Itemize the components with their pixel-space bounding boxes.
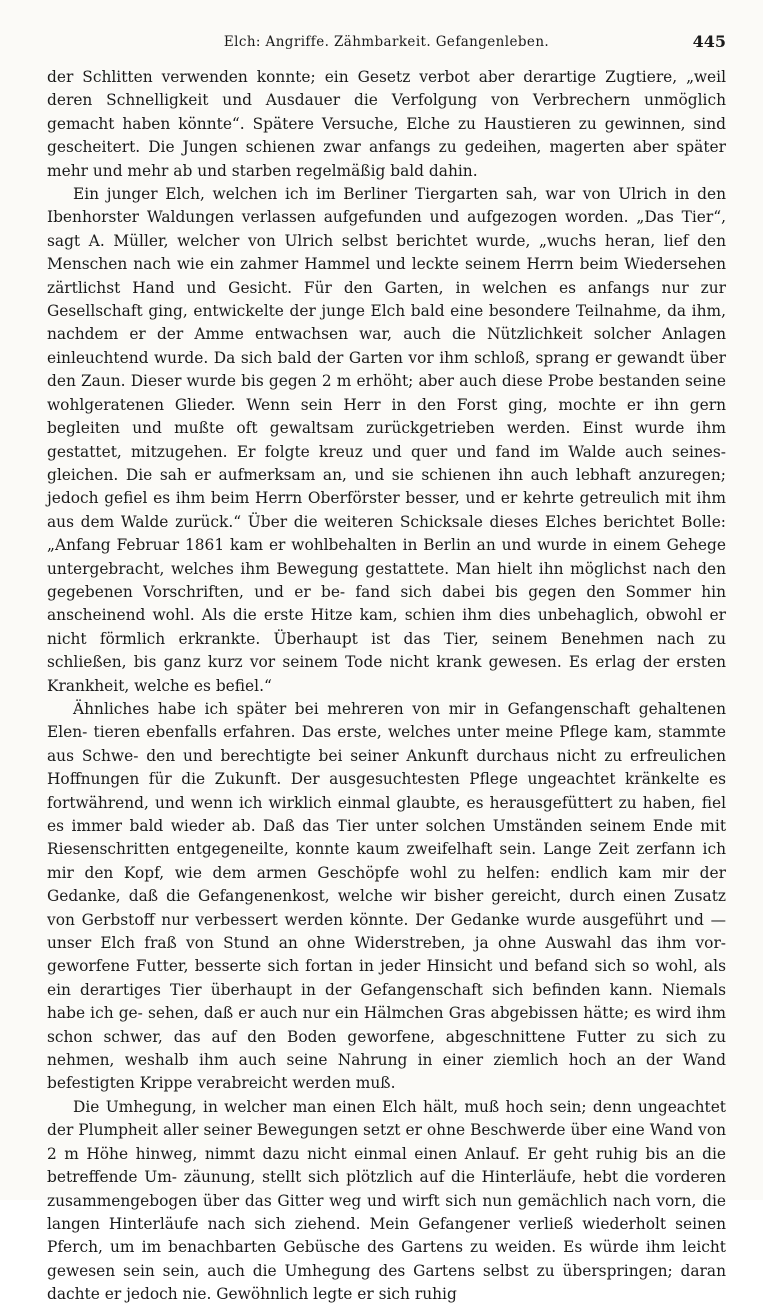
running-head: Elch: Angriffe. Zähmbarkeit. Gefangenleben. [223, 34, 550, 50]
paragraph-2: Ein junger Elch, welchen ich im Berliner Tiergarten sah, war von Ulrich in den Ibenhorster Waldungen verlassen aufgefunden und aufgezogen worden. „Das Tier“, sagt A. Müller, welcher von Ulrich selbst berichtet wurde, „wuchs heran, lief den Menschen nach wie ein zahmer Hammel und leckte seinem Herrn beim Wiedersehen zärtlichst Hand und Gesicht. Für den Garten, in welchen es anfangs nur zur Gesellschaft ging, entwickelte der junge Elch bald eine besondere Teilnahme, da ihm, nachdem er der Amme entwachsen war, auch die Nützlichkeit solcher Anlagen einleuchtend wurde. Da sich bald der Garten vor ihm schloß, sprang er gewandt über den Zaun. Dieser wurde bis gegen 2 m erhöht; aber auch diese Probe bestanden seine wohlgeratenen Glieder. Wenn sein Herr in den Forst ging, mochte er ihn gern begleiten und mußte oft gewaltsam zurückgetrieben werden. Einst wurde ihm gestattet, mitzugehen. Er folgte kreuz und quer und fand im Walde auch seines- gleichen. Die sah er aufmerksam an, und sie schienen ihn auch lebhaft anzuregen; jedoch gefiel es ihm beim Herrn Oberförster besser, und er kehrte getreulich mit ihm aus dem Walde zurück.“ Über die weiteren Schicksale dieses Elches berichtet Bolle: „Anfang Februar 1861 kam er wohlbehalten in Berlin an und wurde in einem Gehege untergebracht, welches ihm Bewegung gestattete. Man hielt ihn möglichst nach den gegebenen Vorschriften, und er be- fand sich dabei bis gegen den Sommer hin anscheinend wohl. Als die erste Hitze kam, schien ihm dies unbehaglich, obwohl er nicht förmlich erkrankte. Überhaupt ist das Tier, seinem Benehmen nach zu schließen, bis ganz kurz vor seinem Tode nicht krank gewesen. Es erlag der ersten Krankheit, welche es befiel.“ [47, 185, 726, 695]
page-header [47, 26, 726, 66]
paragraph-4: Die Umhegung, in welcher man einen Elch hält, muß hoch sein; denn ungeachtet der Plumpheit aller seiner Bewegungen setzt er ohne Beschwerde über eine Wand von 2 m Höhe hinweg, nimmt dazu nicht einmal einen Anlauf. Er geht ruhig bis an die betreffende Um- zäunung, stellt sich plötzlich auf die Hinterläufe, hebt die vorderen zusammengebogen über das Gitter weg und wirft sich nun gemächlich nach vorn, die langen Hinterläufe nach sich ziehend. Mein Gefangener verließ wiederholt seinen Pferch, um im benachbarten Gebüsche des Gartens zu weiden. Es würde ihm leicht gewesen sein sein, auch die Umhegung des Gartens selbst zu überspringen; daran dachte er jedoch nie. Gewöhnlich legte er sich ruhig [47, 1097, 726, 1304]
page-number: 445 [692, 32, 726, 51]
paragraph-1: der Schlitten verwenden konnte; ein Gesetz verbot aber derartige Zugtiere, „weil deren Schnelligkeit und Ausdauer die Verfolgung von Verbrechern unmöglich gemacht haben könnte“. Spätere Versuche, Elche zu Haustieren zu gewinnen, sind gescheitert. Die Jungen schienen zwar anfangs zu gedeihen, magerten aber später mehr und mehr ab und starben regelmäßig bald dahin. [47, 68, 726, 180]
paragraph-3: Ähnliches habe ich später bei mehreren von mir in Gefangenschaft gehaltenen Elen- tieren ebenfalls erfahren. Das erste, welches unter meine Pflege kam, stammte aus Schwe- den und berechtigte bei seiner Ankunft durchaus nicht zu erfreulichen Hoffnungen für die Zukunft. Der ausgesuchtesten Pflege ungeachtet kränkelte es fortwährend, und wenn ich wirklich einmal glaubte, es herausgefüttert zu haben, fiel es immer bald wieder ab. Daß das Tier unter solchen Umständen seinem Ende mit Riesenschritten entgegeneilte, konnte kaum zweifelhaft sein. Lange Zeit zerfann ich mir den Kopf, wie dem armen Geschöpfe wohl zu helfen: endlich kam mir der Gedanke, daß die Gefangenenkost, welche wir bisher gereicht, durch einen Zusatz von Gerbstoff nur verbessert werden könnte. Der Gedanke wurde ausgeführt und — unser Elch fraß von Stund an ohne Widerstreben, ja ohne Auswahl das ihm vor- geworfene Futter, besserte sich fortan in jeder Hinsicht und befand sich so wohl, als ein derartiges Tier überhaupt in der Gefangenschaft sich befinden kann. Niemals habe ich ge- sehen, daß er auch nur ein Hälmchen Gras abgebissen hätte; es wird ihm schon schwer, das auf den Boden geworfene, abgeschnittene Futter zu sich zu nehmen, weshalb ihm auch seine Nahrung in einer ziemlich hoch an der Wand befestigten Krippe verabreicht werden muß. [47, 699, 726, 1093]
body-text [47, 66, 726, 1307]
